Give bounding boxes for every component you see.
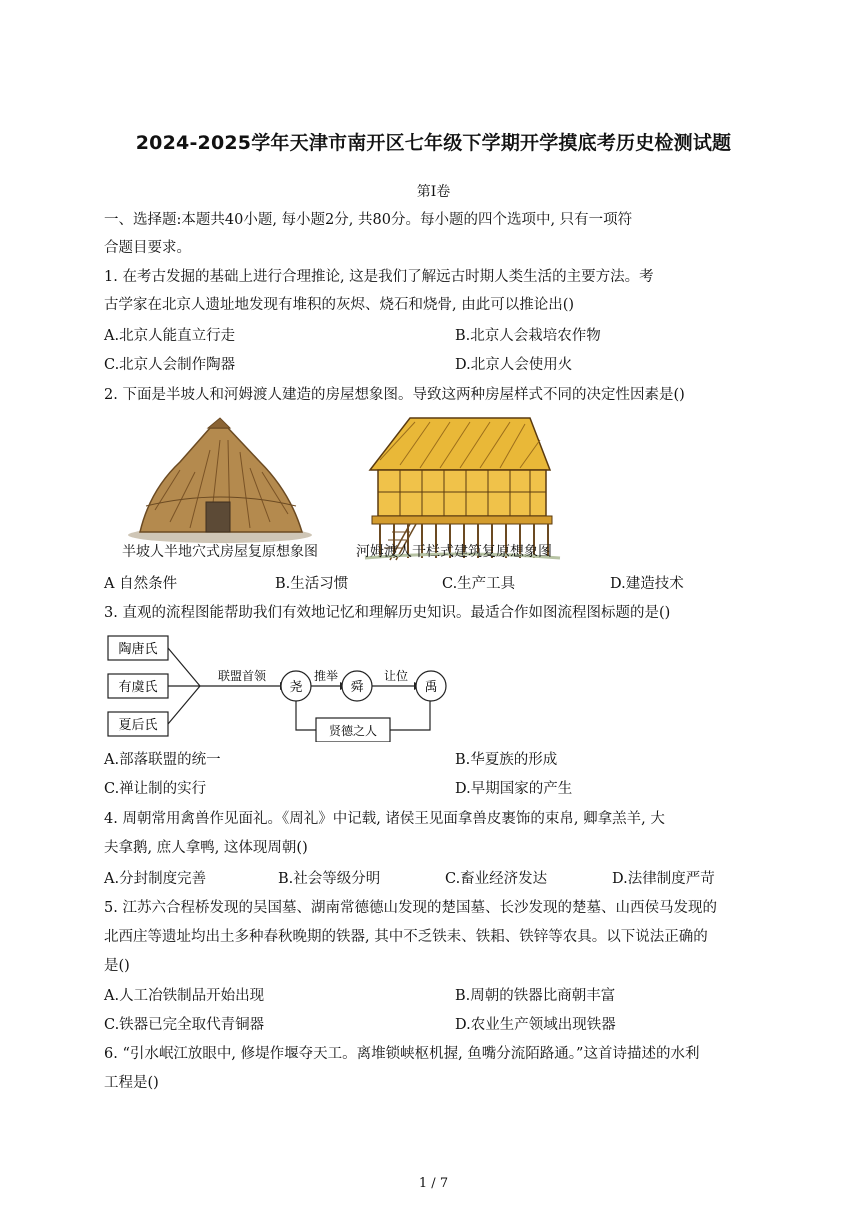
q2-option-a: A 自然条件 bbox=[104, 576, 178, 592]
section-label: 第I卷 bbox=[416, 184, 451, 200]
instructions-line-2: 合题目要求。 bbox=[104, 240, 191, 256]
page-number: 1 / 7 bbox=[418, 1176, 449, 1191]
abdicate-label: 让位 bbox=[383, 669, 409, 683]
q1-option-c: C.北京人会制作陶器 bbox=[104, 357, 236, 373]
q4-option-b: B.社会等级分明 bbox=[278, 871, 381, 887]
instructions-line-1: 一、选择题:本题共40小题, 每小题2分, 共80分。每小题的四个选项中, 只有一项符 bbox=[104, 212, 633, 228]
document-title: 2024-2025学年天津市南开区七年级下学期开学摸底考历史检测试题 bbox=[135, 132, 732, 154]
ruler-shun-label: 舜 bbox=[350, 680, 364, 695]
q1-option-b: B.北京人会栽培农作物 bbox=[455, 328, 601, 344]
q4-stem-line-2: 夫拿鹅, 庶人拿鸭, 这体现周朝() bbox=[104, 840, 308, 856]
q4-stem-line-1: 4. 周朝常用禽兽作见面礼。《周礼》中记载, 诸侯王见面拿兽皮裹饰的束帛, 卿拿羔羊, 大 bbox=[104, 811, 665, 827]
q3-option-a: A.部落联盟的统一 bbox=[104, 752, 221, 768]
q4-option-c: C.畜业经济发达 bbox=[445, 871, 548, 887]
q1-option-a: A.北京人能直立行走 bbox=[104, 328, 236, 344]
q3-flowchart bbox=[104, 630, 464, 742]
q2-caption-hemudu: 河姆渡人干栏式建筑复原想象图 bbox=[356, 544, 552, 560]
q5-stem-line-2: 北西庄等遗址均出土多种春秋晚期的铁器, 其中不乏铁耒、铁耜、铁锌等农具。以下说法正确的 bbox=[104, 929, 708, 945]
q6-stem-line-2: 工程是() bbox=[104, 1075, 159, 1091]
q1-stem-line-2: 古学家在北京人遗址地发现有堆积的灰烬、烧石和烧骨, 由此可以推论出() bbox=[104, 297, 575, 313]
alliance-leader-label: 联盟首领 bbox=[217, 669, 267, 683]
q2-caption-banpo: 半坡人半地穴式房屋复原想象图 bbox=[122, 544, 318, 560]
hemudu-stilt-house-image bbox=[365, 418, 560, 560]
q5-option-a: A.人工冶铁制品开始出现 bbox=[104, 988, 265, 1004]
tribe-taotang-label: 陶唐氏 bbox=[118, 642, 158, 657]
q3-option-c: C.禅让制的实行 bbox=[104, 781, 207, 797]
q4-option-a: A.分封制度完善 bbox=[104, 871, 207, 887]
banpo-hut-image bbox=[128, 418, 312, 543]
q4-option-d: D.法律制度严苛 bbox=[612, 871, 715, 887]
tribe-youyu-label: 有虞氏 bbox=[118, 680, 158, 695]
q1-stem-line-1: 1. 在考古发掘的基础上进行合理推论, 这是我们了解远古时期人类生活的主要方法。考 bbox=[104, 269, 654, 285]
q2-option-b: B.生活习惯 bbox=[275, 576, 349, 592]
recommend-label: 推举 bbox=[313, 669, 339, 683]
virtuous-label: 贤德之人 bbox=[328, 724, 378, 738]
q5-option-c: C.铁器已完全取代青铜器 bbox=[104, 1017, 265, 1033]
ruler-yao-label: 尧 bbox=[289, 680, 303, 695]
q3-option-d: D.早期国家的产生 bbox=[455, 781, 573, 797]
ruler-yu-label: 禹 bbox=[424, 680, 438, 695]
q2-stem-line-1: 2. 下面是半坡人和河姆渡人建造的房屋想象图。导致这两种房屋样式不同的决定性因素是() bbox=[104, 387, 685, 403]
q3-option-b: B.华夏族的形成 bbox=[455, 752, 558, 768]
q2-option-d: D.建造技术 bbox=[610, 576, 684, 592]
q5-stem-line-3: 是() bbox=[104, 958, 130, 974]
q2-option-c: C.生产工具 bbox=[442, 576, 516, 592]
q3-stem-line-1: 3. 直观的流程图能帮助我们有效地记忆和理解历史知识。最适合作如图流程图标题的是() bbox=[104, 605, 671, 621]
q5-option-b: B.周朝的铁器比商朝丰富 bbox=[455, 988, 616, 1004]
q6-stem-line-1: 6. “引水岷江放眼中, 修堤作堰夺天工。离堆锁峡枢机握, 鱼嘴分流陌路通。”这首诗描述的水利 bbox=[104, 1046, 700, 1062]
q5-option-d: D.农业生产领域出现铁器 bbox=[455, 1017, 616, 1033]
tribe-xiahou-label: 夏后氏 bbox=[118, 718, 158, 733]
q1-option-d: D.北京人会使用火 bbox=[455, 357, 573, 373]
q5-stem-line-1: 5. 江苏六合程桥发现的吴国墓、湖南常德德山发现的楚国墓、长沙发现的楚墓、山西侯马发现的 bbox=[104, 900, 717, 916]
